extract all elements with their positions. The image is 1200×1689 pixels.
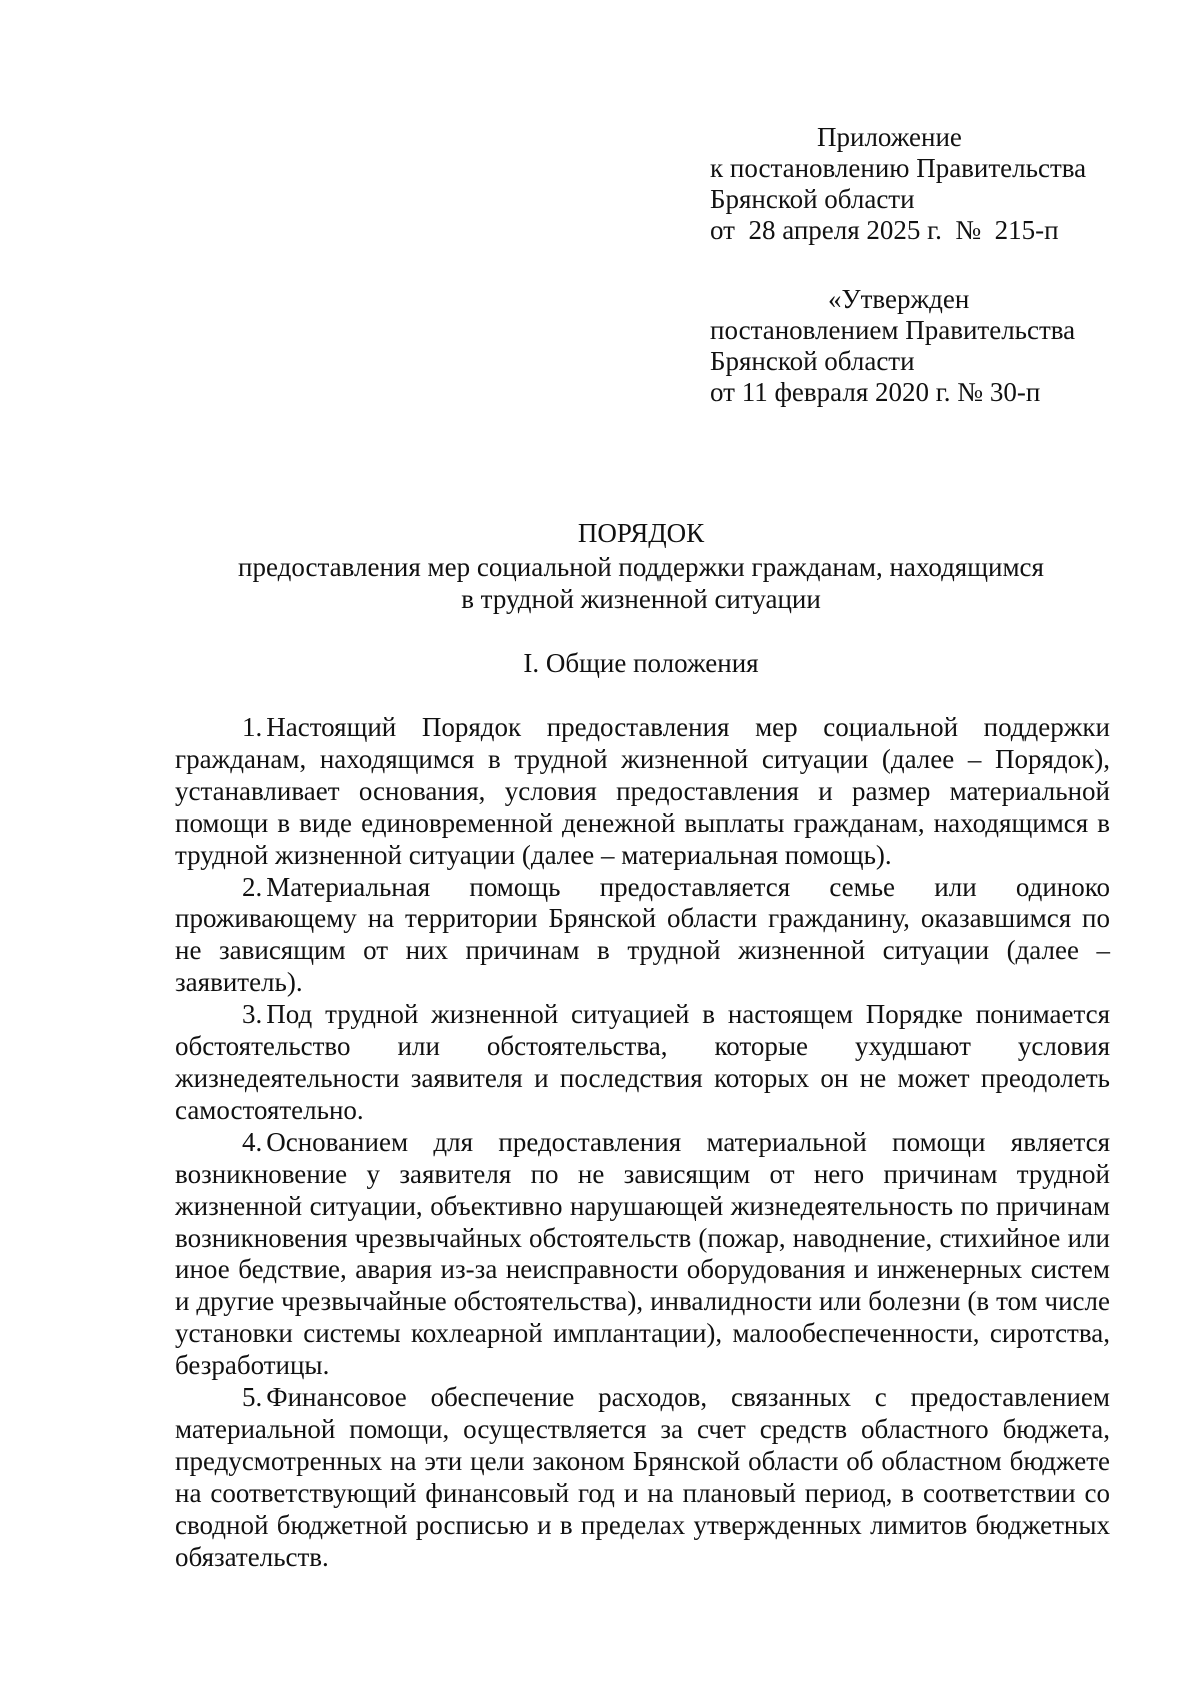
- approval-reference: постановлением Правительства: [710, 315, 1076, 345]
- document-subtitle-line2: в трудной жизненной ситуации: [461, 584, 821, 614]
- approval-header: [710, 284, 1150, 408]
- approval-label: «Утвержден: [828, 284, 970, 314]
- appendix-reference: к постановлению Правительства: [710, 153, 1087, 183]
- document-title: ПОРЯДОК: [577, 518, 705, 548]
- paragraph-5: [175, 1382, 1110, 1573]
- document-body: [175, 712, 1110, 1573]
- paragraph-number: 5.: [242, 1382, 263, 1413]
- paragraph-text: Основанием для предоставления материальной помощи является возникновение у заявителя по не зависящим от него причинам трудной жизненной ситуации, объективно нарушающей жизнедеятельность по причинам возникновения чрезвычайных обстоятельств (пожар, наводнение, стихийное или иное бедствие, авария из-за неисправности оборудования и инженерных систем и другие чрезвычайные обстоятельства), инвалидности или болезни (в том числе установки системы кохлеарной имплантации), малообеспеченности, сиротства, безработицы.: [175, 1126, 1110, 1381]
- paragraph-text: Материальная помощь предоставляется семье или одиноко проживающему на территории Брянской области гражданину, оказавшимся по не зависящим от них причинам в трудной жизненной ситуации (далее – заявитель).: [175, 871, 1110, 998]
- approval-region: Брянской области: [710, 346, 915, 376]
- paragraph-number: 1.: [242, 712, 263, 742]
- paragraph-text: Настоящий Порядок предоставления мер социальной поддержки гражданам, находящимся в трудной жизненной ситуации (далее – Порядок), устанавливает основания, условия предоставления и размер материальной помощи в виде единовременной денежной выплаты гражданам, находящимся в трудной жизненной ситуации (далее – материальная помощь).: [175, 712, 1110, 870]
- paragraph-1: [175, 712, 1110, 872]
- document-subtitle-line1: предоставления мер социальной поддержки гражданам, находящимся: [238, 552, 1044, 582]
- appendix-region: Брянской области: [710, 184, 915, 214]
- approval-date-number: от 11 февраля 2020 г. № 30-п: [710, 377, 1041, 407]
- appendix-header: [710, 122, 1150, 246]
- paragraph-3: [175, 999, 1110, 1127]
- paragraph-number: 2.: [242, 871, 263, 902]
- paragraph-number: 4.: [242, 1126, 263, 1157]
- paragraph-text: Финансовое обеспечение расходов, связанных с предоставлением материальной помощи, осуществляется за счет средств областного бюджета, предусмотренных на эти цели законом Брянской области об областном бюджете на соответствующий финансовый год и на плановый период, в соответствии со сводной бюджетной росписью и в пределах утвержденных лимитов бюджетных обязательств.: [175, 1382, 1110, 1572]
- appendix-date-number: от 28 апреля 2025 г. № 215-п: [710, 215, 1059, 245]
- paragraph-2: [175, 872, 1110, 1000]
- paragraph-4: [175, 1127, 1110, 1382]
- section-heading: I. Общие положения: [523, 648, 759, 678]
- paragraph-text: Под трудной жизненной ситуацией в настоящем Порядке понимается обстоятельство или обстоятельства, которые ухудшают условия жизнедеятельности заявителя и последствия которых он не может преодолеть самостоятельно.: [175, 999, 1110, 1125]
- appendix-label: Приложение: [817, 122, 962, 152]
- paragraph-number: 3.: [242, 999, 263, 1030]
